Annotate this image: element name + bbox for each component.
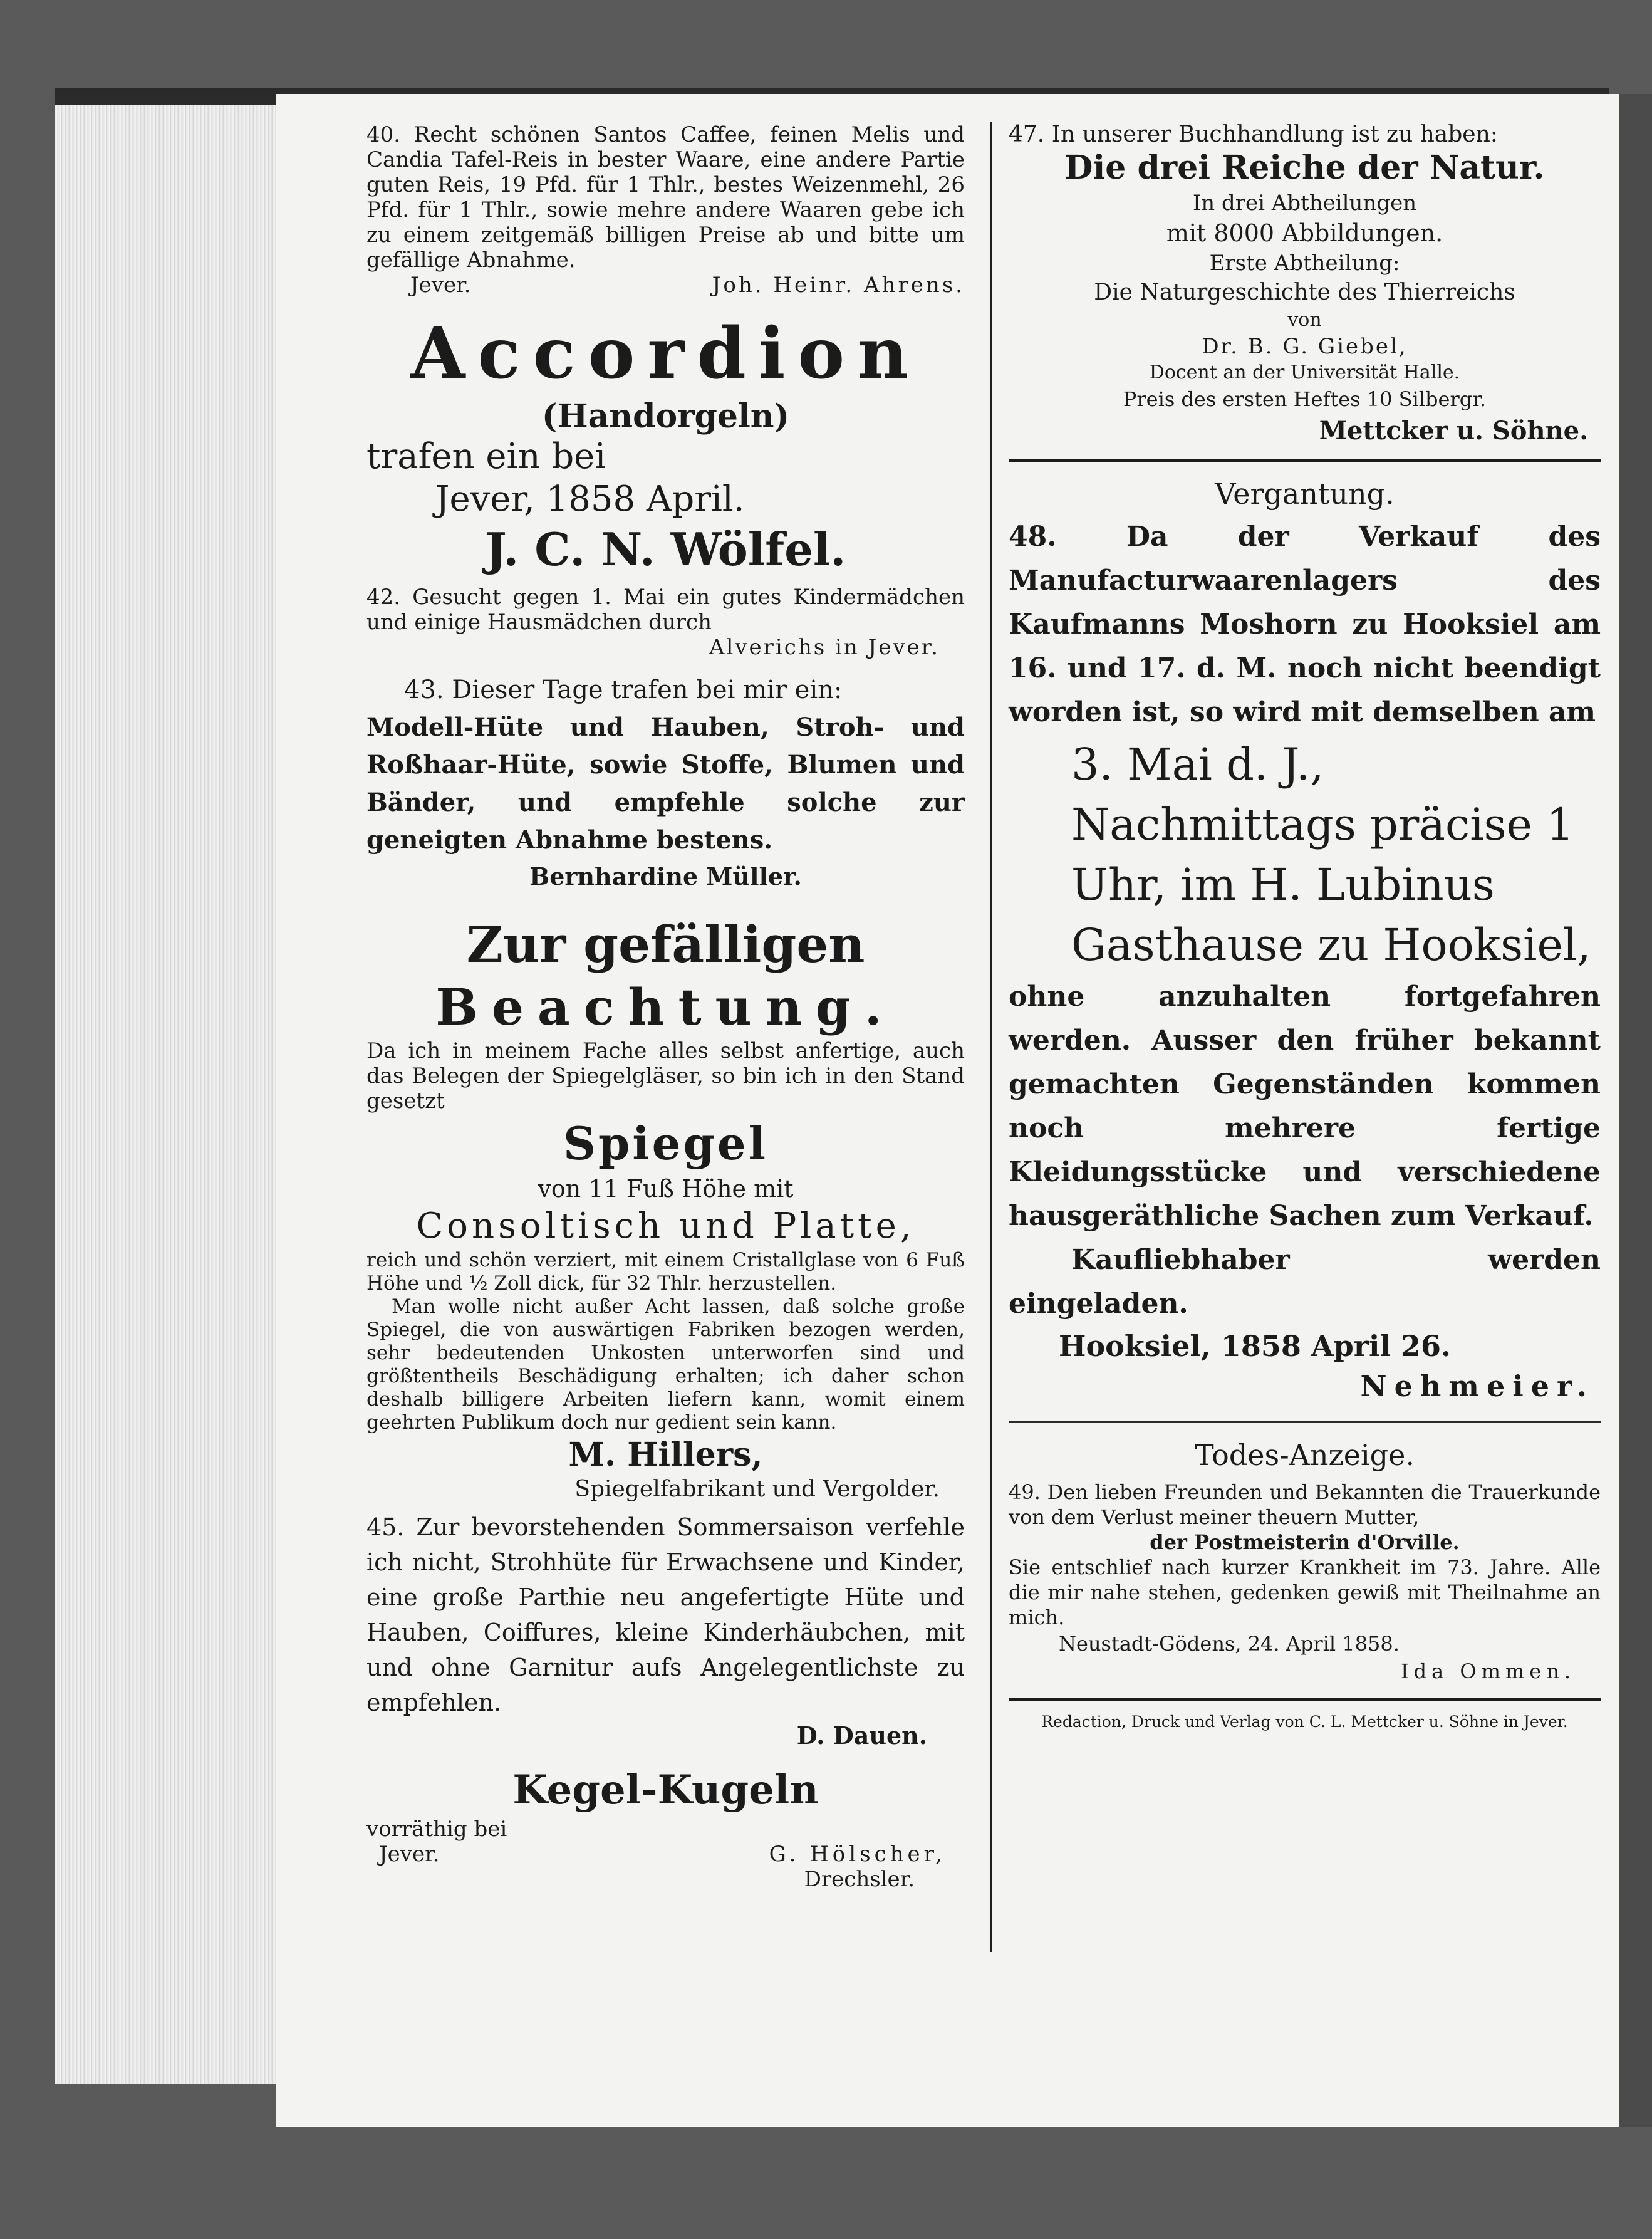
ad-46-line1: vorräthig bei <box>366 1817 507 1842</box>
ad-46-signer-title: Drechsler. <box>804 1867 915 1892</box>
ad-43-text2: Modell-Hüte und Hauben, Stroh- und Roßhaar-Hüte, sowie Stoffe, Blumen und Bänder, und empfehle solche zur geneigten Abnahme bestens. <box>366 712 965 855</box>
ad-44-signer: M. Hillers, <box>568 1436 763 1474</box>
ad-47-signer: Mettcker u. Söhne. <box>1319 416 1588 446</box>
ad-48-signer: Nehmeier. <box>1360 1369 1594 1403</box>
ad-49-signer: Ida Ommen. <box>1400 1659 1576 1683</box>
ad-45-text: 45. Zur bevorstehenden Sommersaison verfehle ich nicht, Strohhüte für Erwachsene und Kinder, eine große Parthie neu angefertigte Hüte und Hauben, Coiffures, kleine Kinderhäubchen, mit und ohne Garnitur aufs Angelegentlichste zu empfehlen. <box>366 1513 965 1716</box>
ad-44-text2: reich und schön verziert, mit einem Cristallglase von 6 Fuß Höhe und ½ Zoll dick, für 32 Thlr. herzustellen. <box>366 1249 965 1295</box>
ad-48-heading: Vergantung. <box>1215 477 1395 511</box>
ad-47-title: Die drei Reiche der Natur. <box>1064 149 1545 187</box>
ad-47-l3: Erste Abtheilung: <box>1209 251 1400 276</box>
right-column <box>1009 122 1601 1733</box>
ad-41-line1: trafen ein bei <box>366 436 606 477</box>
ad-48-text3: Kaufliebhaber werden eingeladen. <box>1009 1244 1601 1320</box>
ad-44-text1: Da ich in meinem Fache alles selbst anfertige, auch das Belegen der Spiegelgläser, so bin ich in den Stand gesetzt <box>366 1038 965 1114</box>
ad-46-signer: G. Hölscher, <box>769 1842 946 1867</box>
ad-47-l6: Dr. B. G. Giebel, <box>1202 334 1408 359</box>
ad-49-text3: Sie entschlief nach kurzer Krankheit im 73. Jahre. Alle die mir nahe stehen, gedenken gewiß mit Theilnahme an mich. <box>1009 1555 1601 1629</box>
ad-41-line2: Jever, 1858 April. <box>435 479 745 519</box>
ad-42-signer: Alverichs in Jever. <box>709 635 940 660</box>
ad-44-line1: von 11 Fuß Höhe mit <box>538 1175 794 1203</box>
book-page-edges <box>55 94 287 2084</box>
ad-47-l8: Preis des ersten Heftes 10 Silbergr. <box>1123 387 1487 411</box>
separator-2 <box>1009 1421 1601 1423</box>
ad-41-title: Accordion <box>410 313 921 395</box>
ad-48-big: 3. Mai d. J., Nachmittags präcise 1 Uhr, im H. Lubinus Gasthause zu Hooksiel, <box>1071 739 1591 971</box>
ad-48-text2: ohne anzuhalten fortgefahren werden. Ausser den früher bekannt gemachten Gegenständen kommen noch mehrere fertige Kleidungsstücke und verschiedene hausgeräthliche Sachen zum Verkauf. <box>1009 981 1601 1232</box>
ad-41-signer: J. C. N. Wölfel. <box>485 523 846 576</box>
ad-47-intro: 47. In unserer Buchhandlung ist zu haben: <box>1009 122 1498 147</box>
ad-41-subtitle: (Handorgeln) <box>541 397 790 436</box>
ad-44-text3: Man wolle nicht außer Acht lassen, daß solche große Spiegel, die von auswärtigen Fabriken bezogen werden, sehr bedeutenden Unkosten unterworfen sind und größtentheils Beschädigung erhalten; ich daher schon deshalb billigere Arbeiten liefern kann, womit einem geehrten Publikum doch nur gedient sein kann. <box>366 1295 965 1434</box>
ad-47-l4: Die Naturgeschichte des Thierreichs <box>1094 279 1515 305</box>
ad-47-l5: von <box>1287 309 1322 331</box>
footer-imprint: Redaction, Druck und Verlag von C. L. Mettcker u. Söhne in Jever. <box>1041 1713 1568 1731</box>
ad-40-signer: Joh. Heinr. Ahrens. <box>712 273 965 298</box>
ad-47-l2: mit 8000 Abbildungen. <box>1166 219 1443 247</box>
ad-48-text1: 48. Da der Verkauf des Manufacturwaarenlagers des Kaufmanns Moshorn zu Hooksiel am 16. und 17. d. M. noch nicht beendigt worden ist, so wird mit demselben am <box>1009 521 1601 728</box>
ad-44-title2: Beachtung. <box>435 978 896 1036</box>
separator-1 <box>1009 459 1601 462</box>
ad-48-date: Hooksiel, 1858 April 26. <box>1059 1329 1451 1363</box>
left-column <box>366 122 965 1892</box>
ad-49-date: Neustadt-Gödens, 24. April 1858. <box>1059 1632 1400 1656</box>
ad-42-text: 42. Gesucht gegen 1. Mai ein gutes Kindermädchen und einige Hausmädchen durch <box>366 585 965 635</box>
ad-45-signer: D. Dauen. <box>796 1721 927 1750</box>
column-divider <box>990 122 992 1952</box>
page-shadow <box>1619 94 1652 2127</box>
ad-49-text1: 49. Den lieben Freunden und Bekannten die Trauerkunde von dem Verlust meiner theuern Mutter, <box>1009 1480 1601 1529</box>
ad-47-l1: In drei Abtheilungen <box>1192 190 1417 216</box>
ad-46-title: Kegel-Kugeln <box>512 1767 819 1814</box>
ad-44-title1: Zur gefälligen <box>466 915 865 974</box>
ad-43-signer: Bernhardine Müller. <box>529 862 802 890</box>
ad-40-text: 40. Recht schönen Santos Caffee, feinen Melis und Candia Tafel-Reis in bester Waare, eine andere Partie guten Reis, 19 Pfd. für 1 Thlr., bestes Weizenmehl, 26 Pfd. für 1 Thlr., sowie mehre andere Waaren gebe ich zu einem zeitgemäß billigen Preise ab und bitte um gefällige Abnahme. <box>366 122 965 273</box>
ad-49-heading: Todes-Anzeige. <box>1195 1438 1415 1472</box>
ad-44-signer-title: Spiegelfabrikant und Vergolder. <box>574 1476 940 1502</box>
separator-3 <box>1009 1698 1601 1701</box>
ad-43-text1: 43. Dieser Tage trafen bei mir ein: <box>404 676 843 704</box>
ad-47-l7: Docent an der Universität Halle. <box>1149 362 1460 384</box>
ad-44-big: Spiegel <box>563 1117 768 1170</box>
ad-49-text2: der Postmeisterin d'Orville. <box>1150 1530 1460 1554</box>
ad-46-place: Jever. <box>379 1842 440 1867</box>
ad-40-place: Jever. <box>410 273 471 298</box>
ad-44-line2: Consoltisch und Platte, <box>416 1206 915 1246</box>
